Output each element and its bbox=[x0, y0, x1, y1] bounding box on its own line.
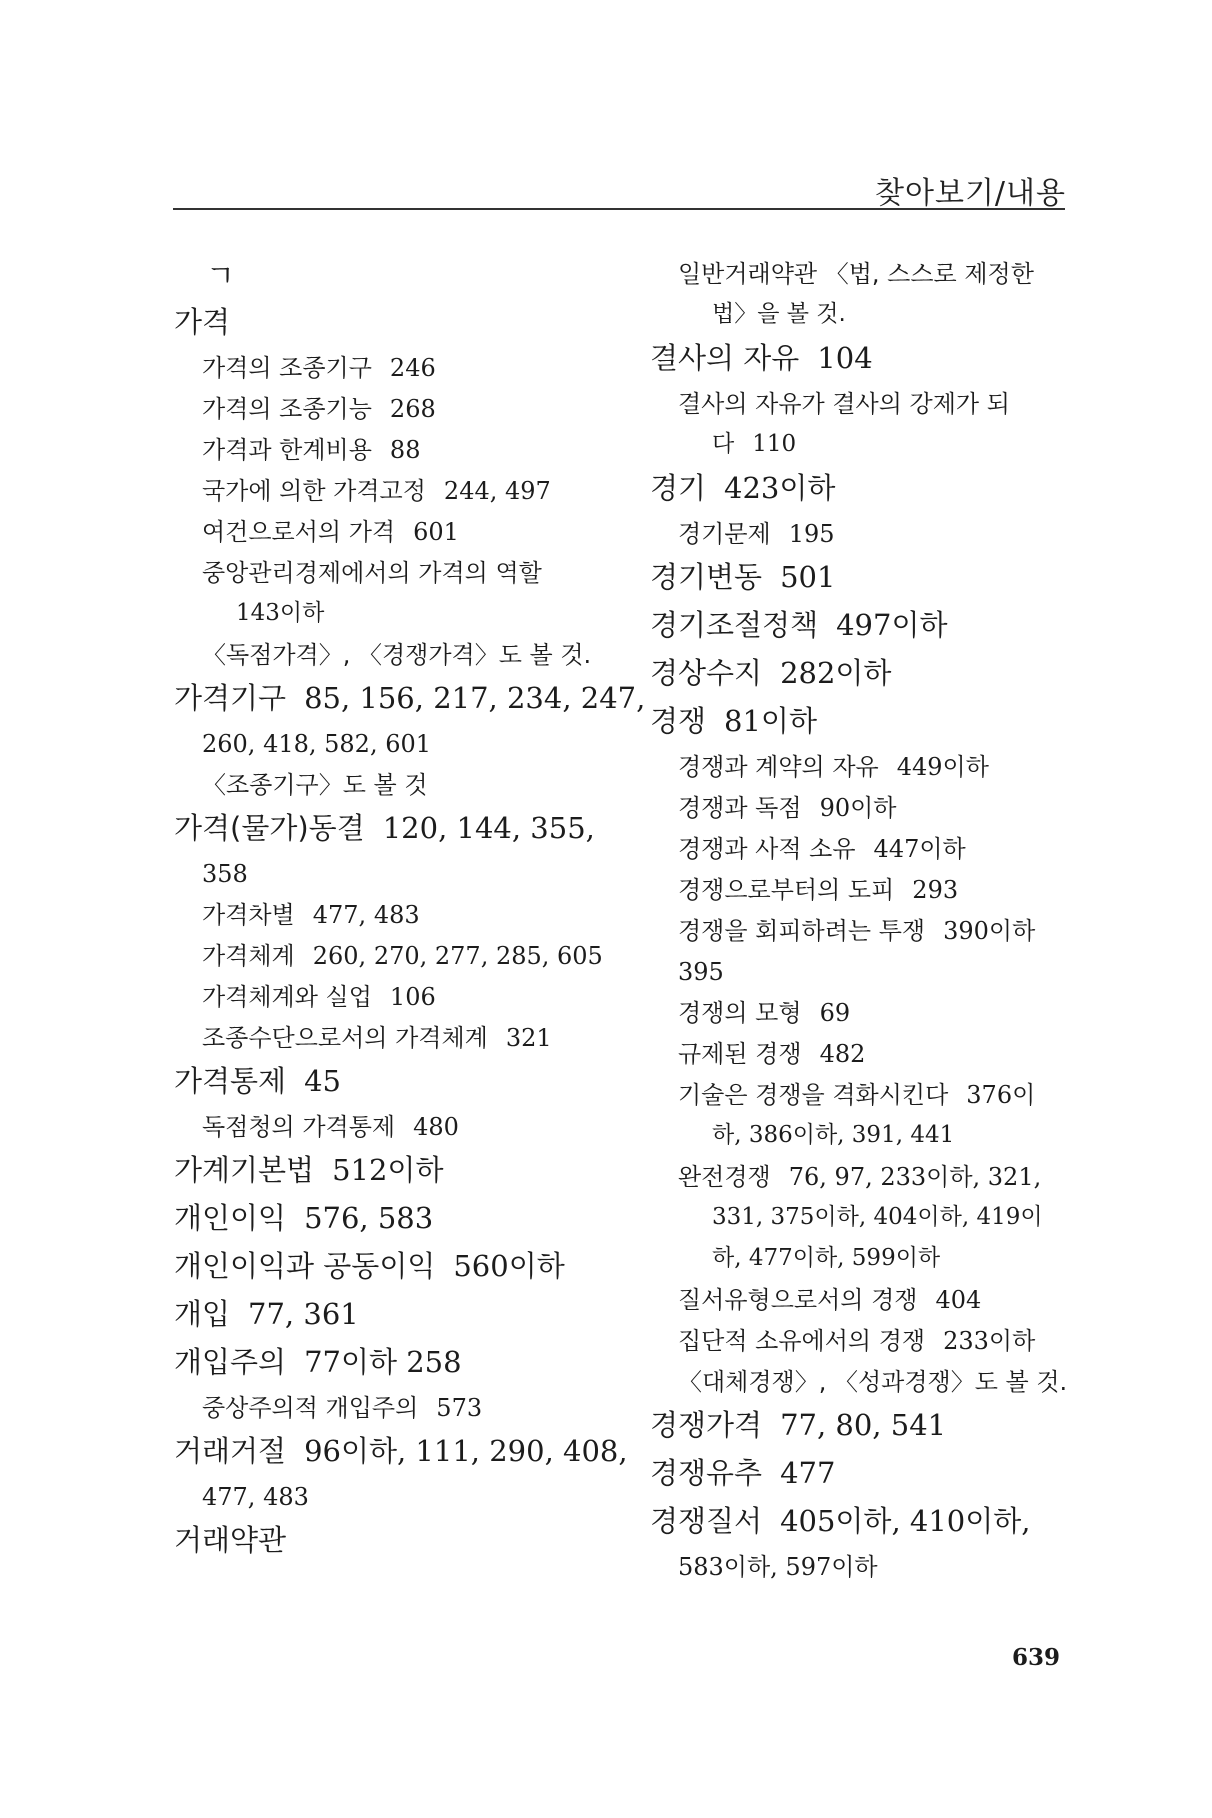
index-term: 가격의 조종기능 bbox=[202, 395, 372, 423]
index-term: 가격기구 bbox=[174, 681, 287, 715]
index-term: 조종수단으로서의 가격체계 bbox=[202, 1024, 488, 1052]
index-term: 일반거래약관 〈법, 스스로 제정한 bbox=[678, 260, 1034, 288]
index-entry bbox=[650, 1370, 1082, 1411]
index-entry bbox=[174, 1115, 634, 1156]
index-term: 〈독점가격〉, 〈경쟁가격〉도 볼 것. bbox=[202, 641, 592, 669]
index-term: 독점청의 가격통제 bbox=[202, 1113, 396, 1141]
index-pages: 77, 361 bbox=[248, 1297, 359, 1331]
index-pages: 482 bbox=[819, 1040, 866, 1068]
index-entry bbox=[650, 1001, 1082, 1042]
index-term: 경쟁으로부터의 도피 bbox=[678, 876, 895, 904]
index-entry bbox=[174, 862, 634, 903]
index-term: 경쟁과 계약의 자유 bbox=[678, 753, 879, 781]
index-entry bbox=[174, 1026, 634, 1067]
index-pages: 77, 80, 541 bbox=[780, 1408, 947, 1442]
index-entry bbox=[650, 796, 1082, 837]
index-entry bbox=[174, 438, 634, 479]
index-pages: 88 bbox=[389, 436, 421, 464]
index-term: 경기조절정책 bbox=[650, 608, 819, 642]
index-term: 개인이익 bbox=[174, 1201, 287, 1235]
index-pages: 512이하 bbox=[332, 1153, 444, 1187]
index-entry bbox=[650, 1555, 1082, 1596]
index-term: 경쟁을 회피하려는 투쟁 bbox=[678, 917, 926, 945]
section-letter: ㄱ bbox=[206, 259, 235, 294]
index-entry bbox=[174, 944, 634, 985]
index-entry bbox=[650, 1124, 1082, 1165]
index-entry bbox=[174, 773, 634, 814]
index-entry bbox=[174, 561, 634, 602]
index-pages: 90이하 bbox=[819, 794, 897, 822]
index-entry bbox=[650, 1288, 1082, 1329]
index-entry bbox=[174, 985, 634, 1026]
index-pages: 390이하 bbox=[943, 917, 1036, 945]
index-term: 다 bbox=[712, 431, 735, 457]
index-term: 경쟁의 모형 bbox=[678, 999, 802, 1027]
index-term: 완전경쟁 bbox=[678, 1163, 771, 1191]
index-pages: 120, 144, 355, bbox=[382, 811, 595, 845]
index-entry bbox=[650, 1408, 1082, 1459]
index-term: 법〉을 볼 것. bbox=[712, 301, 846, 327]
index-pages: 423이하 bbox=[724, 471, 836, 505]
index-entry bbox=[650, 878, 1082, 919]
index-term: 〈조종기구〉도 볼 것 bbox=[202, 771, 428, 799]
index-pages: 77이하 258 bbox=[304, 1345, 462, 1379]
index-entry bbox=[650, 1206, 1082, 1247]
index-term: 가계기본법 bbox=[174, 1153, 315, 1187]
index-entry bbox=[174, 356, 634, 397]
index-entry bbox=[174, 903, 634, 944]
index-pages: 하, 386이하, 391, 441 bbox=[712, 1122, 955, 1148]
index-term: 경기변동 bbox=[650, 560, 763, 594]
index-pages: 501 bbox=[780, 560, 836, 594]
index-term: 개인이익과 공동이익 bbox=[174, 1249, 436, 1283]
index-term: 경상수지 bbox=[650, 656, 763, 690]
index-pages: 110 bbox=[752, 431, 797, 457]
index-pages: 321 bbox=[505, 1024, 552, 1052]
index-term: 집단적 소유에서의 경쟁 bbox=[678, 1327, 926, 1355]
index-pages: 81이하 bbox=[724, 704, 817, 738]
index-pages: 477 bbox=[780, 1456, 836, 1490]
index-entry bbox=[174, 1345, 634, 1396]
index-pages: 260, 270, 277, 285, 605 bbox=[312, 942, 603, 970]
index-entry bbox=[174, 1201, 634, 1252]
index-entry bbox=[174, 305, 634, 356]
index-entry bbox=[650, 960, 1082, 1001]
index-term: 〈대체경쟁〉, 〈성과경쟁〉도 볼 것. bbox=[678, 1368, 1068, 1396]
index-term: 경쟁질서 bbox=[650, 1504, 763, 1538]
index-pages: 96이하, 111, 290, 408, bbox=[304, 1434, 628, 1468]
index-pages: 477, 483 bbox=[312, 901, 420, 929]
index-pages: 480 bbox=[413, 1113, 459, 1141]
index-entry bbox=[650, 1329, 1082, 1370]
index-pages: 497이하 bbox=[836, 608, 948, 642]
header-rule bbox=[173, 208, 1065, 210]
index-term: 거래약관 bbox=[174, 1523, 287, 1557]
index-pages: 195 bbox=[788, 520, 835, 548]
index-entry bbox=[174, 1434, 634, 1485]
index-pages: 560이하 bbox=[453, 1249, 565, 1283]
index-term: 국가에 의한 가격고정 bbox=[202, 477, 426, 505]
index-term: 가격과 한계비용 bbox=[202, 436, 372, 464]
index-entries-left bbox=[174, 305, 646, 1574]
index-pages: 404 bbox=[935, 1286, 982, 1314]
index-pages: 573 bbox=[436, 1394, 483, 1422]
index-entry bbox=[650, 608, 1082, 659]
index-pages: 246 bbox=[389, 354, 436, 382]
index-pages: 233이하 bbox=[943, 1327, 1036, 1355]
index-pages: 477, 483 bbox=[202, 1483, 309, 1511]
index-term: 경쟁과 사적 소유 bbox=[678, 835, 856, 863]
index-pages: 293 bbox=[912, 876, 959, 904]
page-number: 639 bbox=[1011, 1644, 1060, 1671]
running-header: 찾아보기/내용 bbox=[875, 176, 1066, 211]
index-entry bbox=[174, 811, 634, 862]
index-entry bbox=[650, 341, 1082, 392]
index-pages: 244, 497 bbox=[443, 477, 551, 505]
index-pages: 268 bbox=[389, 395, 436, 423]
index-entry bbox=[650, 837, 1082, 878]
index-pages: 104 bbox=[817, 341, 873, 375]
index-pages: 106 bbox=[389, 983, 436, 1011]
index-pages: 583이하, 597이하 bbox=[678, 1553, 878, 1581]
index-term: 경쟁과 독점 bbox=[678, 794, 802, 822]
index-pages: 76, 97, 233이하, 321, bbox=[788, 1163, 1042, 1191]
index-term: 여건으로서의 가격 bbox=[202, 518, 396, 546]
index-pages: 331, 375이하, 404이하, 419이 bbox=[712, 1204, 1043, 1230]
index-entry bbox=[650, 522, 1082, 563]
index-term: 경기 bbox=[650, 471, 707, 505]
index-entry bbox=[174, 1064, 634, 1115]
index-pages: 576, 583 bbox=[304, 1201, 434, 1235]
index-term: 개입주의 bbox=[174, 1345, 287, 1379]
index-pages: 85, 156, 217, 234, 247, bbox=[304, 681, 646, 715]
index-entry bbox=[174, 1249, 634, 1300]
index-entry bbox=[650, 1504, 1082, 1555]
index-entry bbox=[650, 1165, 1082, 1206]
index-pages: 447이하 bbox=[873, 835, 966, 863]
index-entry bbox=[650, 262, 1082, 303]
index-entry bbox=[650, 1083, 1082, 1124]
index-term: 중앙관리경제에서의 가격의 역할 bbox=[202, 559, 542, 587]
index-pages: 282이하 bbox=[780, 656, 892, 690]
index-entry bbox=[174, 602, 634, 643]
index-term: 중상주의적 개입주의 bbox=[202, 1394, 419, 1422]
index-entries-right bbox=[650, 262, 1082, 1596]
index-term: 가격 bbox=[174, 305, 231, 339]
index-term: 가격(물가)동결 bbox=[174, 811, 365, 845]
index-pages: 하, 477이하, 599이하 bbox=[712, 1245, 941, 1271]
index-entry bbox=[174, 1523, 634, 1574]
index-term: 기술은 경쟁을 격화시킨다 bbox=[678, 1081, 949, 1109]
index-term: 결사의 자유가 결사의 강제가 되 bbox=[678, 390, 1010, 418]
index-entry bbox=[174, 643, 634, 684]
index-column-right bbox=[650, 262, 1082, 1596]
index-pages: 601 bbox=[413, 518, 459, 546]
index-term: 가격체계 bbox=[202, 942, 295, 970]
index-pages: 449이하 bbox=[896, 753, 989, 781]
index-term: 경쟁 bbox=[650, 704, 707, 738]
index-entry bbox=[650, 919, 1082, 960]
index-entry bbox=[650, 1042, 1082, 1083]
index-entry bbox=[650, 1456, 1082, 1507]
index-entry bbox=[174, 397, 634, 438]
index-entry bbox=[174, 479, 634, 520]
index-entry bbox=[650, 704, 1082, 755]
index-entry bbox=[650, 755, 1082, 796]
index-term: 경쟁가격 bbox=[650, 1408, 763, 1442]
index-entry bbox=[174, 1485, 634, 1526]
index-pages: 395 bbox=[678, 958, 724, 986]
index-pages: 358 bbox=[202, 860, 248, 888]
index-entry bbox=[650, 303, 1082, 344]
index-entry bbox=[650, 656, 1082, 707]
index-entry bbox=[174, 520, 634, 561]
index-entry bbox=[174, 1153, 634, 1204]
index-entry bbox=[650, 560, 1082, 611]
index-term: 가격통제 bbox=[174, 1064, 287, 1098]
index-term: 질서유형으로서의 경쟁 bbox=[678, 1286, 918, 1314]
index-entry bbox=[174, 732, 634, 773]
index-term: 경쟁유추 bbox=[650, 1456, 763, 1490]
index-term: 가격의 조종기구 bbox=[202, 354, 372, 382]
index-pages: 376이 bbox=[966, 1081, 1036, 1109]
index-term: 가격차별 bbox=[202, 901, 295, 929]
index-term: 규제된 경쟁 bbox=[678, 1040, 802, 1068]
index-entry bbox=[174, 681, 646, 732]
index-term: 결사의 자유 bbox=[650, 341, 800, 375]
index-entry bbox=[650, 433, 1082, 474]
index-entry bbox=[650, 1247, 1082, 1288]
index-pages: 405이하, 410이하, bbox=[780, 1504, 1031, 1538]
index-column-left bbox=[174, 259, 646, 1574]
index-pages: 69 bbox=[819, 999, 851, 1027]
index-term: 경기문제 bbox=[678, 520, 771, 548]
index-entry bbox=[650, 392, 1082, 433]
index-term: 거래거절 bbox=[174, 1434, 287, 1468]
index-pages: 260, 418, 582, 601 bbox=[202, 730, 432, 758]
index-term: 개입 bbox=[174, 1297, 231, 1331]
index-entry bbox=[650, 471, 1082, 522]
index-pages: 143이하 bbox=[236, 600, 325, 626]
index-term: 가격체계와 실업 bbox=[202, 983, 372, 1011]
index-pages: 45 bbox=[304, 1064, 341, 1098]
index-entry bbox=[174, 1396, 634, 1437]
index-entry bbox=[174, 1297, 634, 1348]
